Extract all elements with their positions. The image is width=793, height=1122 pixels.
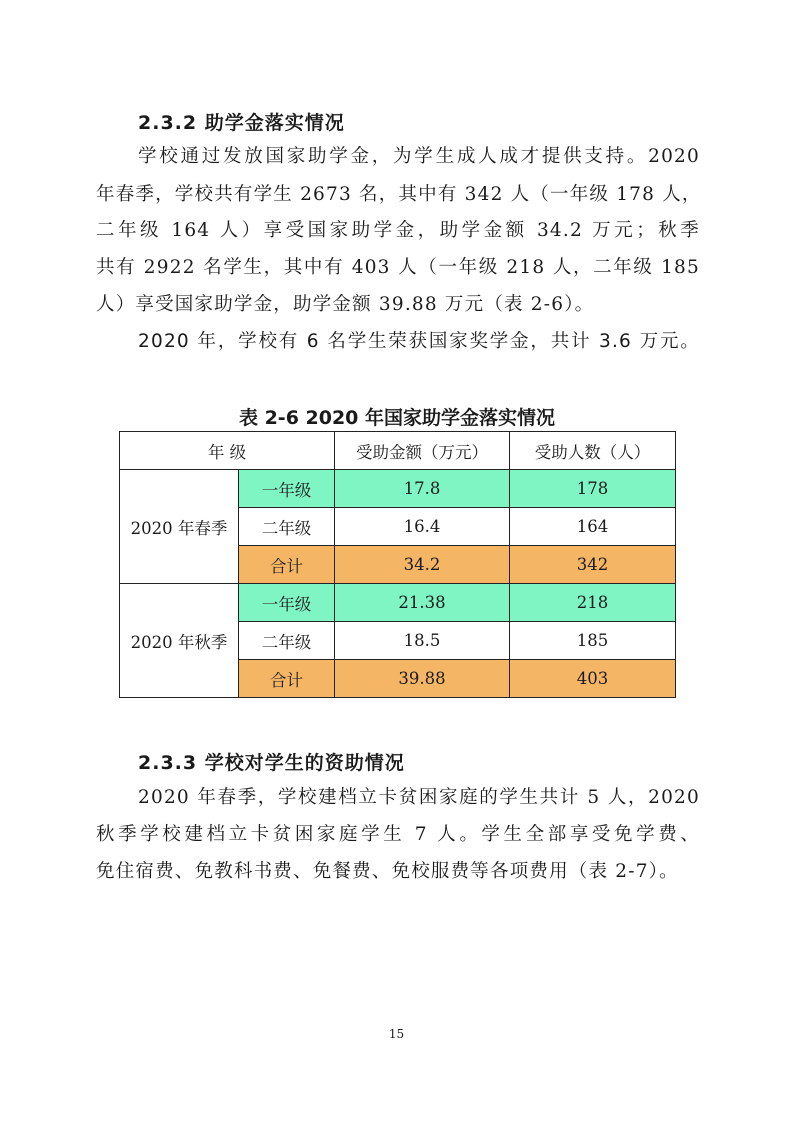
amount-cell: 39.88 — [335, 660, 510, 698]
section-heading-2-3-2: 2.3.2 助学金落实情况 — [138, 112, 345, 134]
header-amount: 受助金额（万元） — [335, 432, 510, 470]
paragraph-line: 二年级 164 人）享受国家助学金，助学金额 34.2 万元；秋季 — [96, 220, 700, 241]
paragraph-line: 共有 2922 名学生，其中有 403 人（一年级 218 人，二年级 185 — [96, 257, 700, 278]
table-row — [120, 584, 676, 622]
term-cell-spring: 2020 年春季 — [120, 470, 239, 584]
paragraph-line: 2020 年春季，学校建档立卡贫困家庭的学生共计 5 人，2020 — [138, 787, 700, 808]
grade-cell: 一年级 — [239, 584, 335, 622]
term-cell-autumn: 2020 年秋季 — [120, 584, 239, 698]
count-cell: 342 — [510, 546, 676, 584]
amount-cell: 21.38 — [335, 584, 510, 622]
count-cell: 178 — [510, 470, 676, 508]
count-cell: 218 — [510, 584, 676, 622]
grade-cell: 合计 — [239, 660, 335, 698]
page-number: 15 — [388, 1027, 405, 1041]
table-row — [120, 470, 676, 508]
grade-cell: 二年级 — [239, 622, 335, 660]
header-count: 受助人数（人） — [510, 432, 676, 470]
grade-cell: 一年级 — [239, 470, 335, 508]
count-cell: 185 — [510, 622, 676, 660]
paragraph-line: 免住宿费、免教科书费、免餐费、免校服费等各项费用（表 2-7）。 — [96, 861, 679, 882]
count-cell: 164 — [510, 508, 676, 546]
grade-cell: 二年级 — [239, 508, 335, 546]
paragraph-line: 秋季学校建档立卡贫困家庭学生 7 人。学生全部享受免学费、 — [96, 824, 700, 845]
amount-cell: 17.8 — [335, 470, 510, 508]
table-title: 表 2-6 2020 年国家助学金落实情况 — [238, 407, 556, 429]
amount-cell: 16.4 — [335, 508, 510, 546]
count-cell: 403 — [510, 660, 676, 698]
grant-table — [119, 431, 676, 698]
amount-cell: 18.5 — [335, 622, 510, 660]
section-heading-2-3-3: 2.3.3 学校对学生的资助情况 — [138, 752, 405, 774]
grade-cell: 合计 — [239, 546, 335, 584]
paragraph-line: 年春季，学校共有学生 2673 名，其中有 342 人（一年级 178 人， — [96, 184, 702, 205]
table-header-row — [120, 432, 676, 470]
scholarship-paragraph: 2020 年，学校有 6 名学生荣获国家奖学金，共计 3.6 万元。 — [138, 331, 700, 352]
header-grade: 年 级 — [120, 432, 335, 470]
paragraph-line: 人）享受国家助学金，助学金额 39.88 万元（表 2-6）。 — [96, 294, 595, 315]
amount-cell: 34.2 — [335, 546, 510, 584]
paragraph-line: 学校通过发放国家助学金，为学生成人成才提供支持。2020 — [138, 146, 700, 167]
